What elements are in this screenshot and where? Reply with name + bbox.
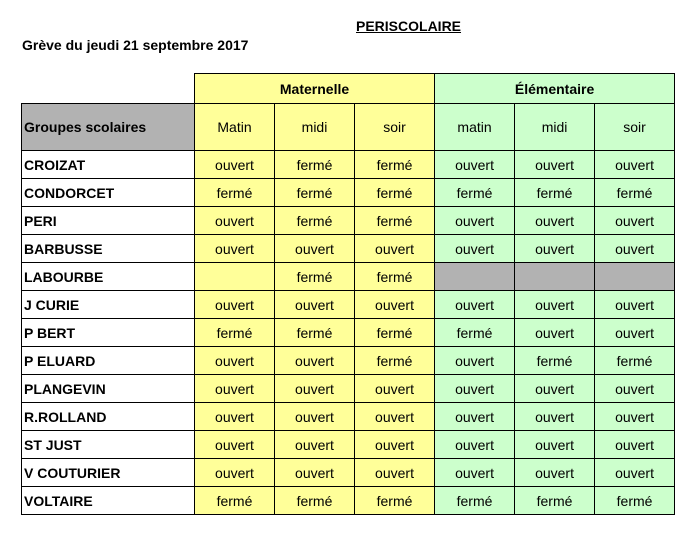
status-cell: ouvert (195, 431, 275, 459)
status-cell: fermé (355, 319, 435, 347)
status-cell: ouvert (195, 235, 275, 263)
status-cell: fermé (195, 179, 275, 207)
school-name: P BERT (22, 319, 195, 347)
school-name: ST JUST (22, 431, 195, 459)
status-cell: ouvert (275, 459, 355, 487)
table-row (22, 459, 675, 487)
status-cell: fermé (275, 151, 355, 179)
status-cell: ouvert (515, 375, 595, 403)
status-cell: ouvert (195, 347, 275, 375)
status-cell: ouvert (195, 151, 275, 179)
status-cell: ouvert (435, 347, 515, 375)
school-name: LABOURBE (22, 263, 195, 291)
status-cell: ouvert (515, 431, 595, 459)
table-row (22, 375, 675, 403)
status-cell: ouvert (515, 151, 595, 179)
status-cell: ouvert (275, 347, 355, 375)
column-header: soir (595, 104, 675, 151)
table-row (22, 291, 675, 319)
status-cell: ouvert (595, 319, 675, 347)
status-cell: ouvert (595, 291, 675, 319)
status-cell: ouvert (355, 291, 435, 319)
page-title: PERISCOLAIRE (356, 18, 462, 34)
status-cell: ouvert (275, 291, 355, 319)
column-header: Matin (195, 104, 275, 151)
status-cell: ouvert (595, 431, 675, 459)
unavailable-cell (435, 263, 515, 291)
status-cell: fermé (275, 179, 355, 207)
status-cell: fermé (595, 487, 675, 515)
table-row (22, 235, 675, 263)
status-cell: ouvert (355, 235, 435, 263)
table-row (22, 207, 675, 235)
status-cell: fermé (275, 263, 355, 291)
column-header: soir (355, 104, 435, 151)
status-cell: ouvert (435, 403, 515, 431)
status-cell: ouvert (515, 207, 595, 235)
group-header-elementaire: Élémentaire (435, 74, 675, 104)
group-header-maternelle: Maternelle (195, 74, 435, 104)
status-cell: fermé (595, 347, 675, 375)
school-name: PERI (22, 207, 195, 235)
status-cell: fermé (515, 347, 595, 375)
table-row (22, 431, 675, 459)
table-row (22, 347, 675, 375)
column-header: matin (435, 104, 515, 151)
column-header: midi (275, 104, 355, 151)
unavailable-cell (595, 263, 675, 291)
status-cell: ouvert (595, 459, 675, 487)
status-cell: ouvert (515, 291, 595, 319)
school-name: R.ROLLAND (22, 403, 195, 431)
status-cell: ouvert (195, 207, 275, 235)
status-cell: fermé (275, 319, 355, 347)
status-cell: ouvert (195, 403, 275, 431)
status-cell: fermé (275, 207, 355, 235)
status-cell: ouvert (355, 459, 435, 487)
periscolaire-table (21, 73, 675, 515)
status-cell: fermé (355, 207, 435, 235)
status-cell: ouvert (595, 235, 675, 263)
status-cell: ouvert (275, 431, 355, 459)
status-cell: ouvert (595, 207, 675, 235)
school-name: CROIZAT (22, 151, 195, 179)
row-header-label: Groupes scolaires (22, 104, 195, 151)
table-row (22, 487, 675, 515)
table-row (22, 403, 675, 431)
status-cell: ouvert (435, 207, 515, 235)
school-name: CONDORCET (22, 179, 195, 207)
table-row (22, 319, 675, 347)
table-row (22, 263, 675, 291)
status-cell: ouvert (275, 235, 355, 263)
status-cell: ouvert (435, 431, 515, 459)
table-row (22, 151, 675, 179)
status-cell: ouvert (355, 375, 435, 403)
column-header: midi (515, 104, 595, 151)
status-cell: ouvert (515, 403, 595, 431)
status-cell: ouvert (515, 459, 595, 487)
status-cell: ouvert (435, 291, 515, 319)
status-cell: ouvert (595, 375, 675, 403)
corner-cell (22, 74, 195, 104)
status-cell: fermé (355, 347, 435, 375)
status-cell: fermé (355, 179, 435, 207)
status-cell: ouvert (355, 431, 435, 459)
status-cell: ouvert (195, 291, 275, 319)
school-name: PLANGEVIN (22, 375, 195, 403)
page-subtitle: Grève du jeudi 21 septembre 2017 (22, 37, 249, 53)
status-cell (195, 263, 275, 291)
status-cell: ouvert (435, 151, 515, 179)
status-cell: fermé (275, 487, 355, 515)
school-name: P ELUARD (22, 347, 195, 375)
status-cell: ouvert (515, 235, 595, 263)
status-cell: fermé (355, 151, 435, 179)
status-cell: ouvert (195, 459, 275, 487)
status-cell: ouvert (195, 375, 275, 403)
status-cell: ouvert (595, 151, 675, 179)
status-cell: ouvert (435, 235, 515, 263)
status-cell: fermé (195, 487, 275, 515)
school-name: VOLTAIRE (22, 487, 195, 515)
status-cell: fermé (515, 179, 595, 207)
status-cell: fermé (355, 487, 435, 515)
status-cell: ouvert (435, 375, 515, 403)
status-cell: fermé (195, 319, 275, 347)
school-name: BARBUSSE (22, 235, 195, 263)
status-cell: fermé (515, 487, 595, 515)
school-name: V COUTURIER (22, 459, 195, 487)
status-cell: ouvert (355, 403, 435, 431)
status-cell: fermé (435, 179, 515, 207)
status-cell: ouvert (275, 403, 355, 431)
status-cell: ouvert (275, 375, 355, 403)
status-cell: fermé (595, 179, 675, 207)
status-cell: fermé (355, 263, 435, 291)
table-row (22, 179, 675, 207)
status-cell: fermé (435, 487, 515, 515)
status-cell: ouvert (435, 459, 515, 487)
status-cell: fermé (435, 319, 515, 347)
unavailable-cell (515, 263, 595, 291)
status-cell: ouvert (595, 403, 675, 431)
table-body (22, 151, 675, 515)
school-name: J CURIE (22, 291, 195, 319)
status-cell: ouvert (515, 319, 595, 347)
